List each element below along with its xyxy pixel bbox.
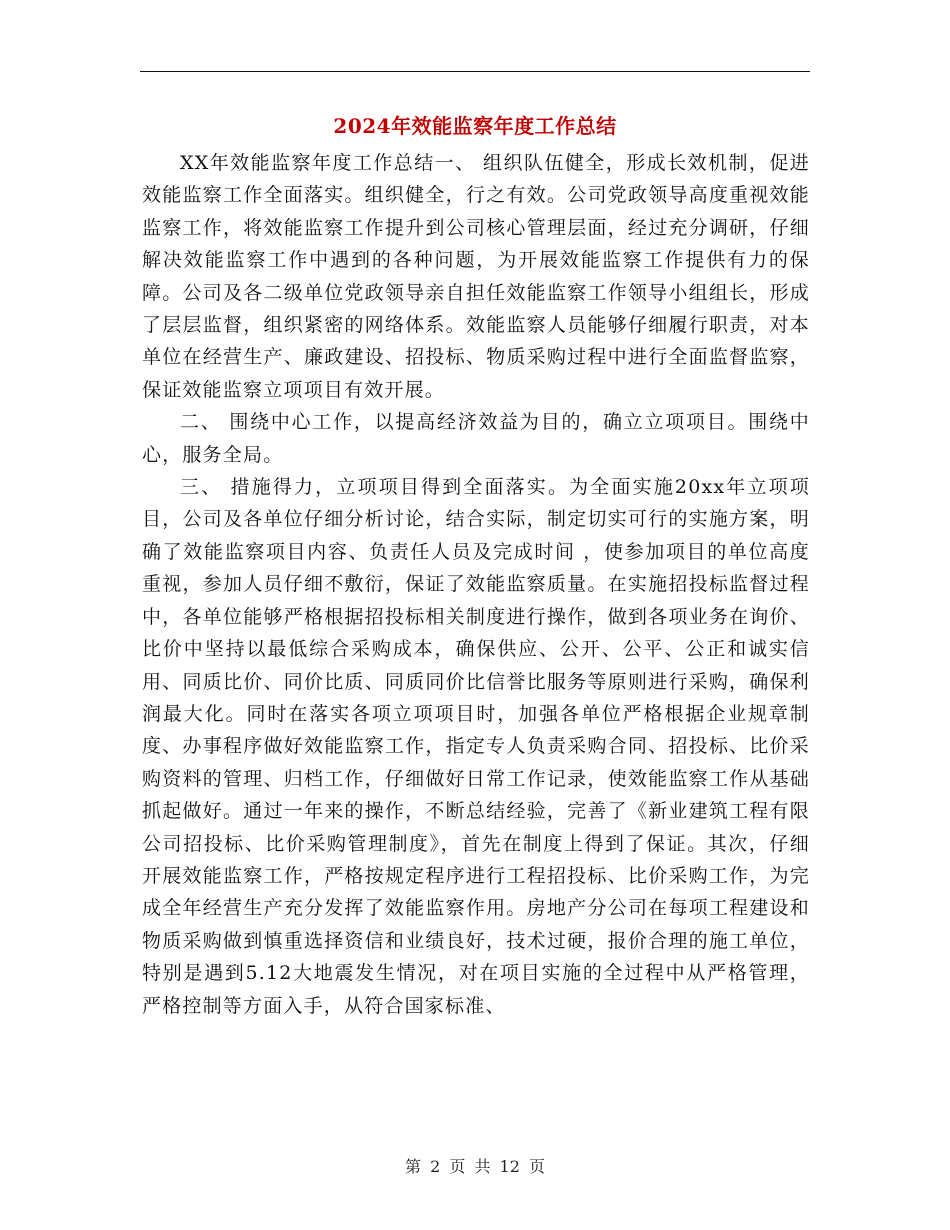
header-rule <box>140 71 810 72</box>
document-title: 2024年效能监察年度工作总结 <box>333 114 617 138</box>
paragraph: XX年效能监察年度工作总结一、 组织队伍健全，形成长效机制，促进效能监察工作全面落实。组织健全，行之有效。公司党政领导高度重视效能监察工作，将效能监察工作提升到公司核心管理层面，经过充分调研，仔细解决效能监察工作中遇到的各种问题，为开展效能监察工作提供有力的保障。公司及各二级单位党政领导亲自担任效能监察工作领导小组组长，形成了层层监督，组织紧密的网络体系。效能监察人员能够仔细履行职责，对本单位在经营生产、廉政建设、招投标、物质采购过程中进行全面监督监察，保证效能监察立项项目有效开展。 <box>142 152 810 401</box>
paragraph: 三、 措施得力，立项项目得到全面落实。为全面实施20xx年立项项目，公司及各单位仔细分析讨论，结合实际，制定切实可行的实施方案，明确了效能监察项目内容、负责任人员及完成时间 ，使参加项目的单位高度重视，参加人员仔细不敷衍，保证了效能监察质量。在实施招投标监督过程中，各单位能够严格根据招投标相关制度进行操作，做到各项业务在询价、比价中坚持以最低综合采购成本，确保供应、公开、公平、公正和诚实信用、同质比价、同价比质、同质同价比信誉比服务等原则进行采购，确保利润最大化。同时在落实各项立项项目时，加强各单位严格根据企业规章制度、办事程序做好效能监察工作，指定专人负责采购合同、招投标、比价采购资料的管理、归档工作，仔细做好日常工作记录，使效能监察工作从基础抓起做好。通过一年来的操作，不断总结经验，完善了《新业建筑工程有限公司招投标、比价采购管理制度》，首先在制度上得到了保证。其次，仔细开展效能监察工作，严格按规定程序进行工程招投标、比价采购工作，为完成全年经营生产充分发挥了效能监察作用。房地产分公司在每项工程建设和物质采购做到慎重选择资信和业绩良好，技术过硬，报价合理的施工单位，特别是遇到5.12大地震发生情况，对在项目实施的全过程中从严格管理，严格控制等方面入手，从符合国家标准、 <box>142 476 810 1017</box>
document-body <box>142 147 810 1022</box>
page-number: 第 2 页 共 12 页 <box>405 1157 545 1176</box>
paragraph: 二、 围绕中心工作，以提高经济效益为目的，确立立项项目。围绕中心，服务全局。 <box>142 411 810 466</box>
